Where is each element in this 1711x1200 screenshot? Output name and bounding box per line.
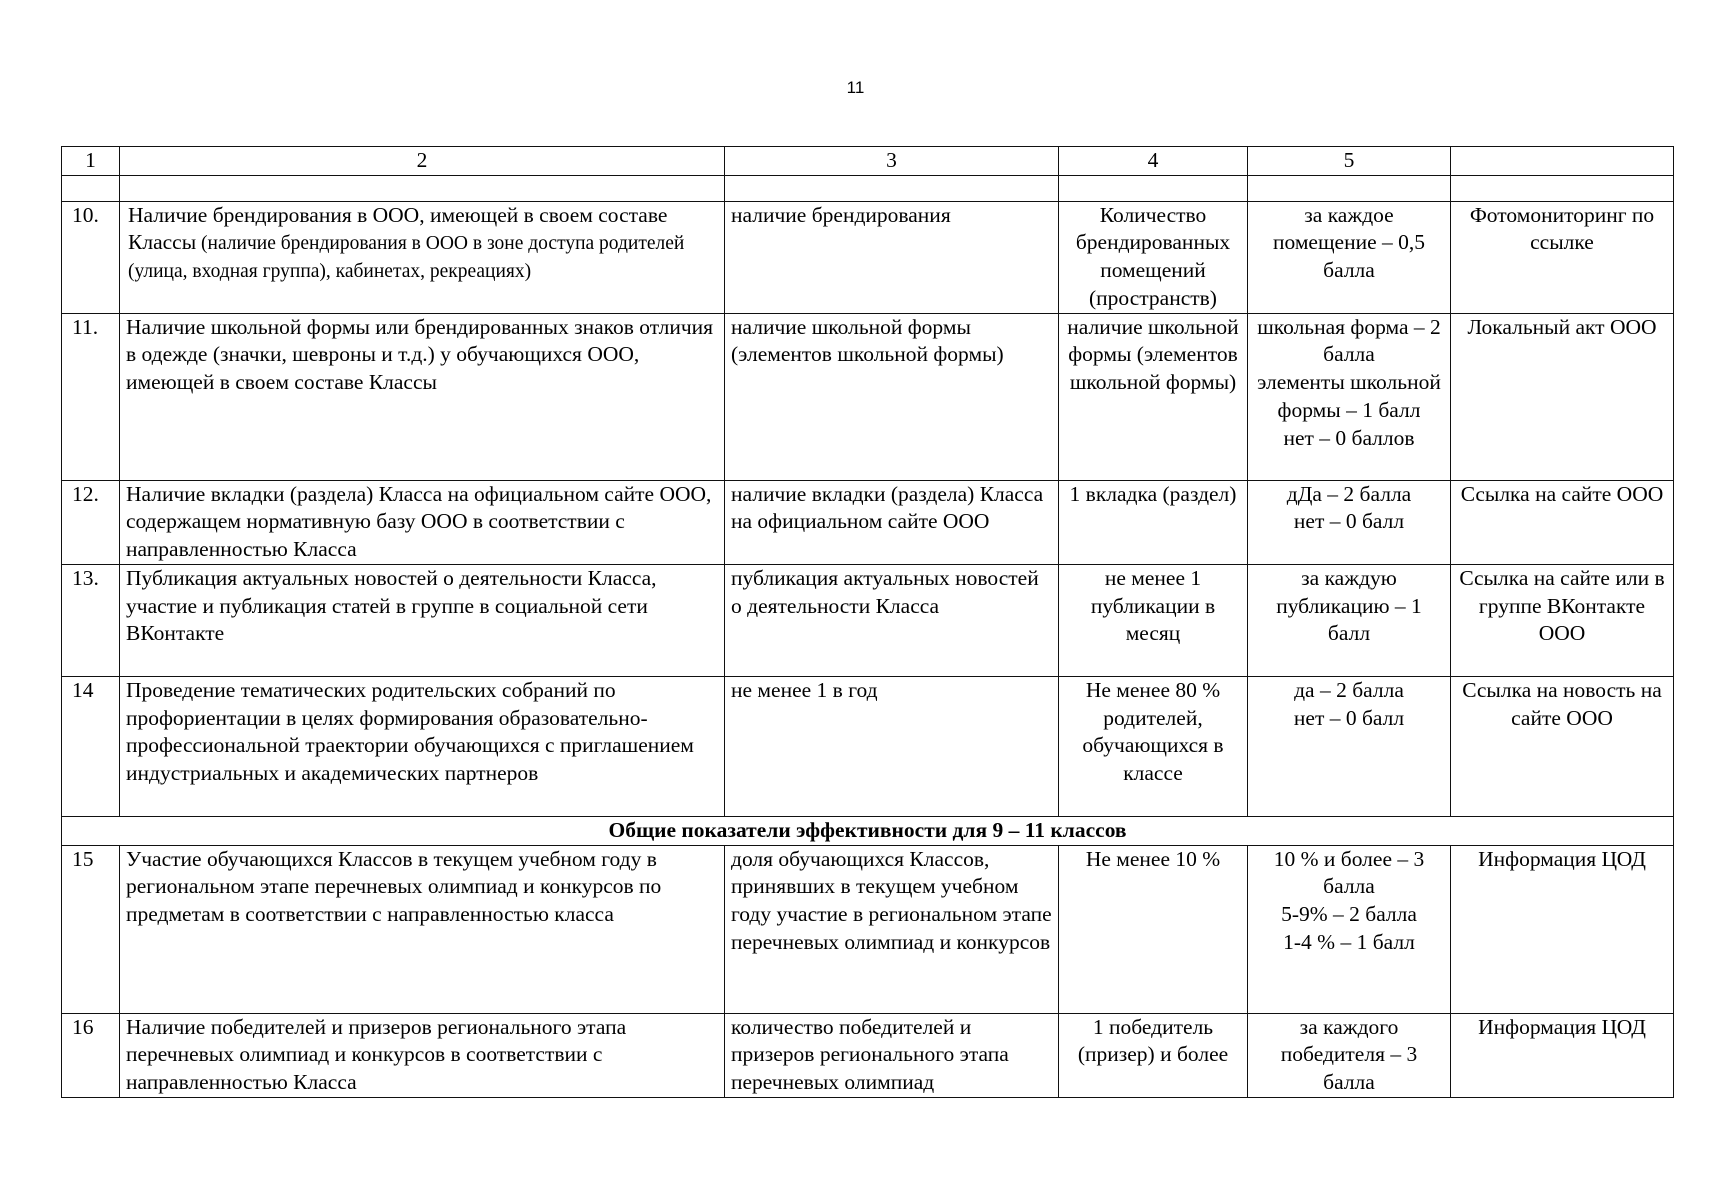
source-cell: Информация ЦОД [1451, 1013, 1674, 1097]
blank-row [62, 175, 1674, 201]
indicator-cell: доля обучающихся Классов, принявших в текущем учебном году участие в региональном этапе перечневых олимпиад и конкурсов [725, 845, 1059, 1013]
table-row [62, 676, 1674, 816]
header-cell: 4 [1059, 147, 1248, 176]
norm-cell: не менее 1 публикации в месяц [1059, 564, 1248, 676]
score-cell: за каждого победителя – 3 балла [1248, 1013, 1451, 1097]
source-cell: Ссылка на сайте ООО [1451, 480, 1674, 564]
criterion-note: (наличие брендирования в ООО в зоне доступа родителей (улица, входная группа), кабинетах, рекреациях) [128, 233, 685, 283]
header-cell: 5 [1248, 147, 1451, 176]
score-line: 10 % и более – 3 балла [1273, 846, 1425, 899]
score-cell: за каждое помещение – 0,5 балла [1248, 201, 1451, 313]
row-number: 14 [62, 676, 120, 816]
source-cell: Ссылка на сайте или в группе ВКонтакте ООО [1451, 564, 1674, 676]
row-number: 10. [62, 201, 120, 313]
criterion-cell [120, 201, 725, 313]
score-line: 1-4 % – 1 балл [1283, 929, 1415, 954]
indicator-cell: не менее 1 в год [725, 676, 1059, 816]
score-line: дДа – 2 балла [1286, 481, 1412, 506]
source-cell: Ссылка на новость на сайте ООО [1451, 676, 1674, 816]
table-header-row [62, 147, 1674, 176]
score-line: да – 2 балла [1294, 677, 1404, 702]
criterion-text: Наличие брендирования в ООО, имеющей в своем составе Классы [128, 202, 668, 255]
norm-cell: наличие школьной формы (элементов школьной формы) [1059, 313, 1248, 480]
row-number: 12. [62, 480, 120, 564]
criteria-table [61, 146, 1674, 1098]
score-line: нет – 0 баллов [1283, 425, 1415, 450]
table-row [62, 201, 1674, 313]
page-number: 11 [846, 78, 865, 97]
criterion-cell: Наличие победителей и призеров регионального этапа перечневых олимпиад и конкурсов в соответствии с направленностью Класса [120, 1013, 725, 1097]
table-row [62, 480, 1674, 564]
criterion-cell: Наличие школьной формы или брендированных знаков отличия в одежде (значки, шевроны и т.д.) у обучающихся ООО, имеющей в своем составе Классы [120, 313, 725, 480]
criterion-cell: Публикация актуальных новостей о деятельности Класса, участие и публикация статей в группе в социальной сети ВКонтакте [120, 564, 725, 676]
score-line: нет – 0 балл [1293, 705, 1405, 730]
row-number: 13. [62, 564, 120, 676]
norm-cell: Не менее 80 % родителей, обучающихся в классе [1059, 676, 1248, 816]
criterion-cell: Наличие вкладки (раздела) Класса на официальном сайте ООО, содержащем нормативную базу ООО в соответствии с направленностью Класса [120, 480, 725, 564]
row-number: 15 [62, 845, 120, 1013]
score-cell: за каждую публикацию – 1 балл [1248, 564, 1451, 676]
section-title: Общие показатели эффективности для 9 – 11 классов [62, 816, 1674, 845]
header-cell: 3 [725, 147, 1059, 176]
norm-cell: 1 вкладка (раздел) [1059, 480, 1248, 564]
norm-cell: 1 победитель (призер) и более [1059, 1013, 1248, 1097]
table-row [62, 845, 1674, 1013]
indicator-cell: количество победителей и призеров регионального этапа перечневых олимпиад [725, 1013, 1059, 1097]
row-number: 16 [62, 1013, 120, 1097]
indicator-cell: наличие вкладки (раздела) Класса на официальном сайте ООО [725, 480, 1059, 564]
indicator-cell: наличие брендирования [725, 201, 1059, 313]
score-cell [1248, 480, 1451, 564]
table-row [62, 1013, 1674, 1097]
source-cell: Фотомониторинг по ссылке [1451, 201, 1674, 313]
header-cell: 1 [62, 147, 120, 176]
table-row [62, 313, 1674, 480]
norm-cell: Не менее 10 % [1059, 845, 1248, 1013]
criterion-cell: Участие обучающихся Классов в текущем учебном году в региональном этапе перечневых олимпиад и конкурсов по предметам в соответствии с направленностью класса [120, 845, 725, 1013]
header-cell: 2 [120, 147, 725, 176]
indicator-cell: наличие школьной формы (элементов школьной формы) [725, 313, 1059, 480]
indicator-cell: публикация актуальных новостей о деятельности Класса [725, 564, 1059, 676]
row-number: 11. [62, 313, 120, 480]
header-cell [1451, 147, 1674, 176]
source-cell: Информация ЦОД [1451, 845, 1674, 1013]
norm-cell: Количество брендированных помещений (пространств) [1059, 201, 1248, 313]
score-cell [1248, 845, 1451, 1013]
source-cell: Локальный акт ООО [1451, 313, 1674, 480]
score-cell [1248, 676, 1451, 816]
score-line: 5-9% – 2 балла [1281, 902, 1417, 927]
score-line: нет – 0 балл [1293, 509, 1405, 534]
table-row [62, 564, 1674, 676]
criterion-cell: Проведение тематических родительских собраний по профориентации в целях формирования образовательно-профессиональной траектории обучающихся с приглашением индустриальных и академических партнеров [120, 676, 725, 816]
score-cell [1248, 313, 1451, 480]
section-header-row [62, 816, 1674, 845]
score-line: школьная форма – 2 балла [1257, 314, 1441, 367]
score-line: элементы школьной формы – 1 балл [1257, 370, 1441, 422]
